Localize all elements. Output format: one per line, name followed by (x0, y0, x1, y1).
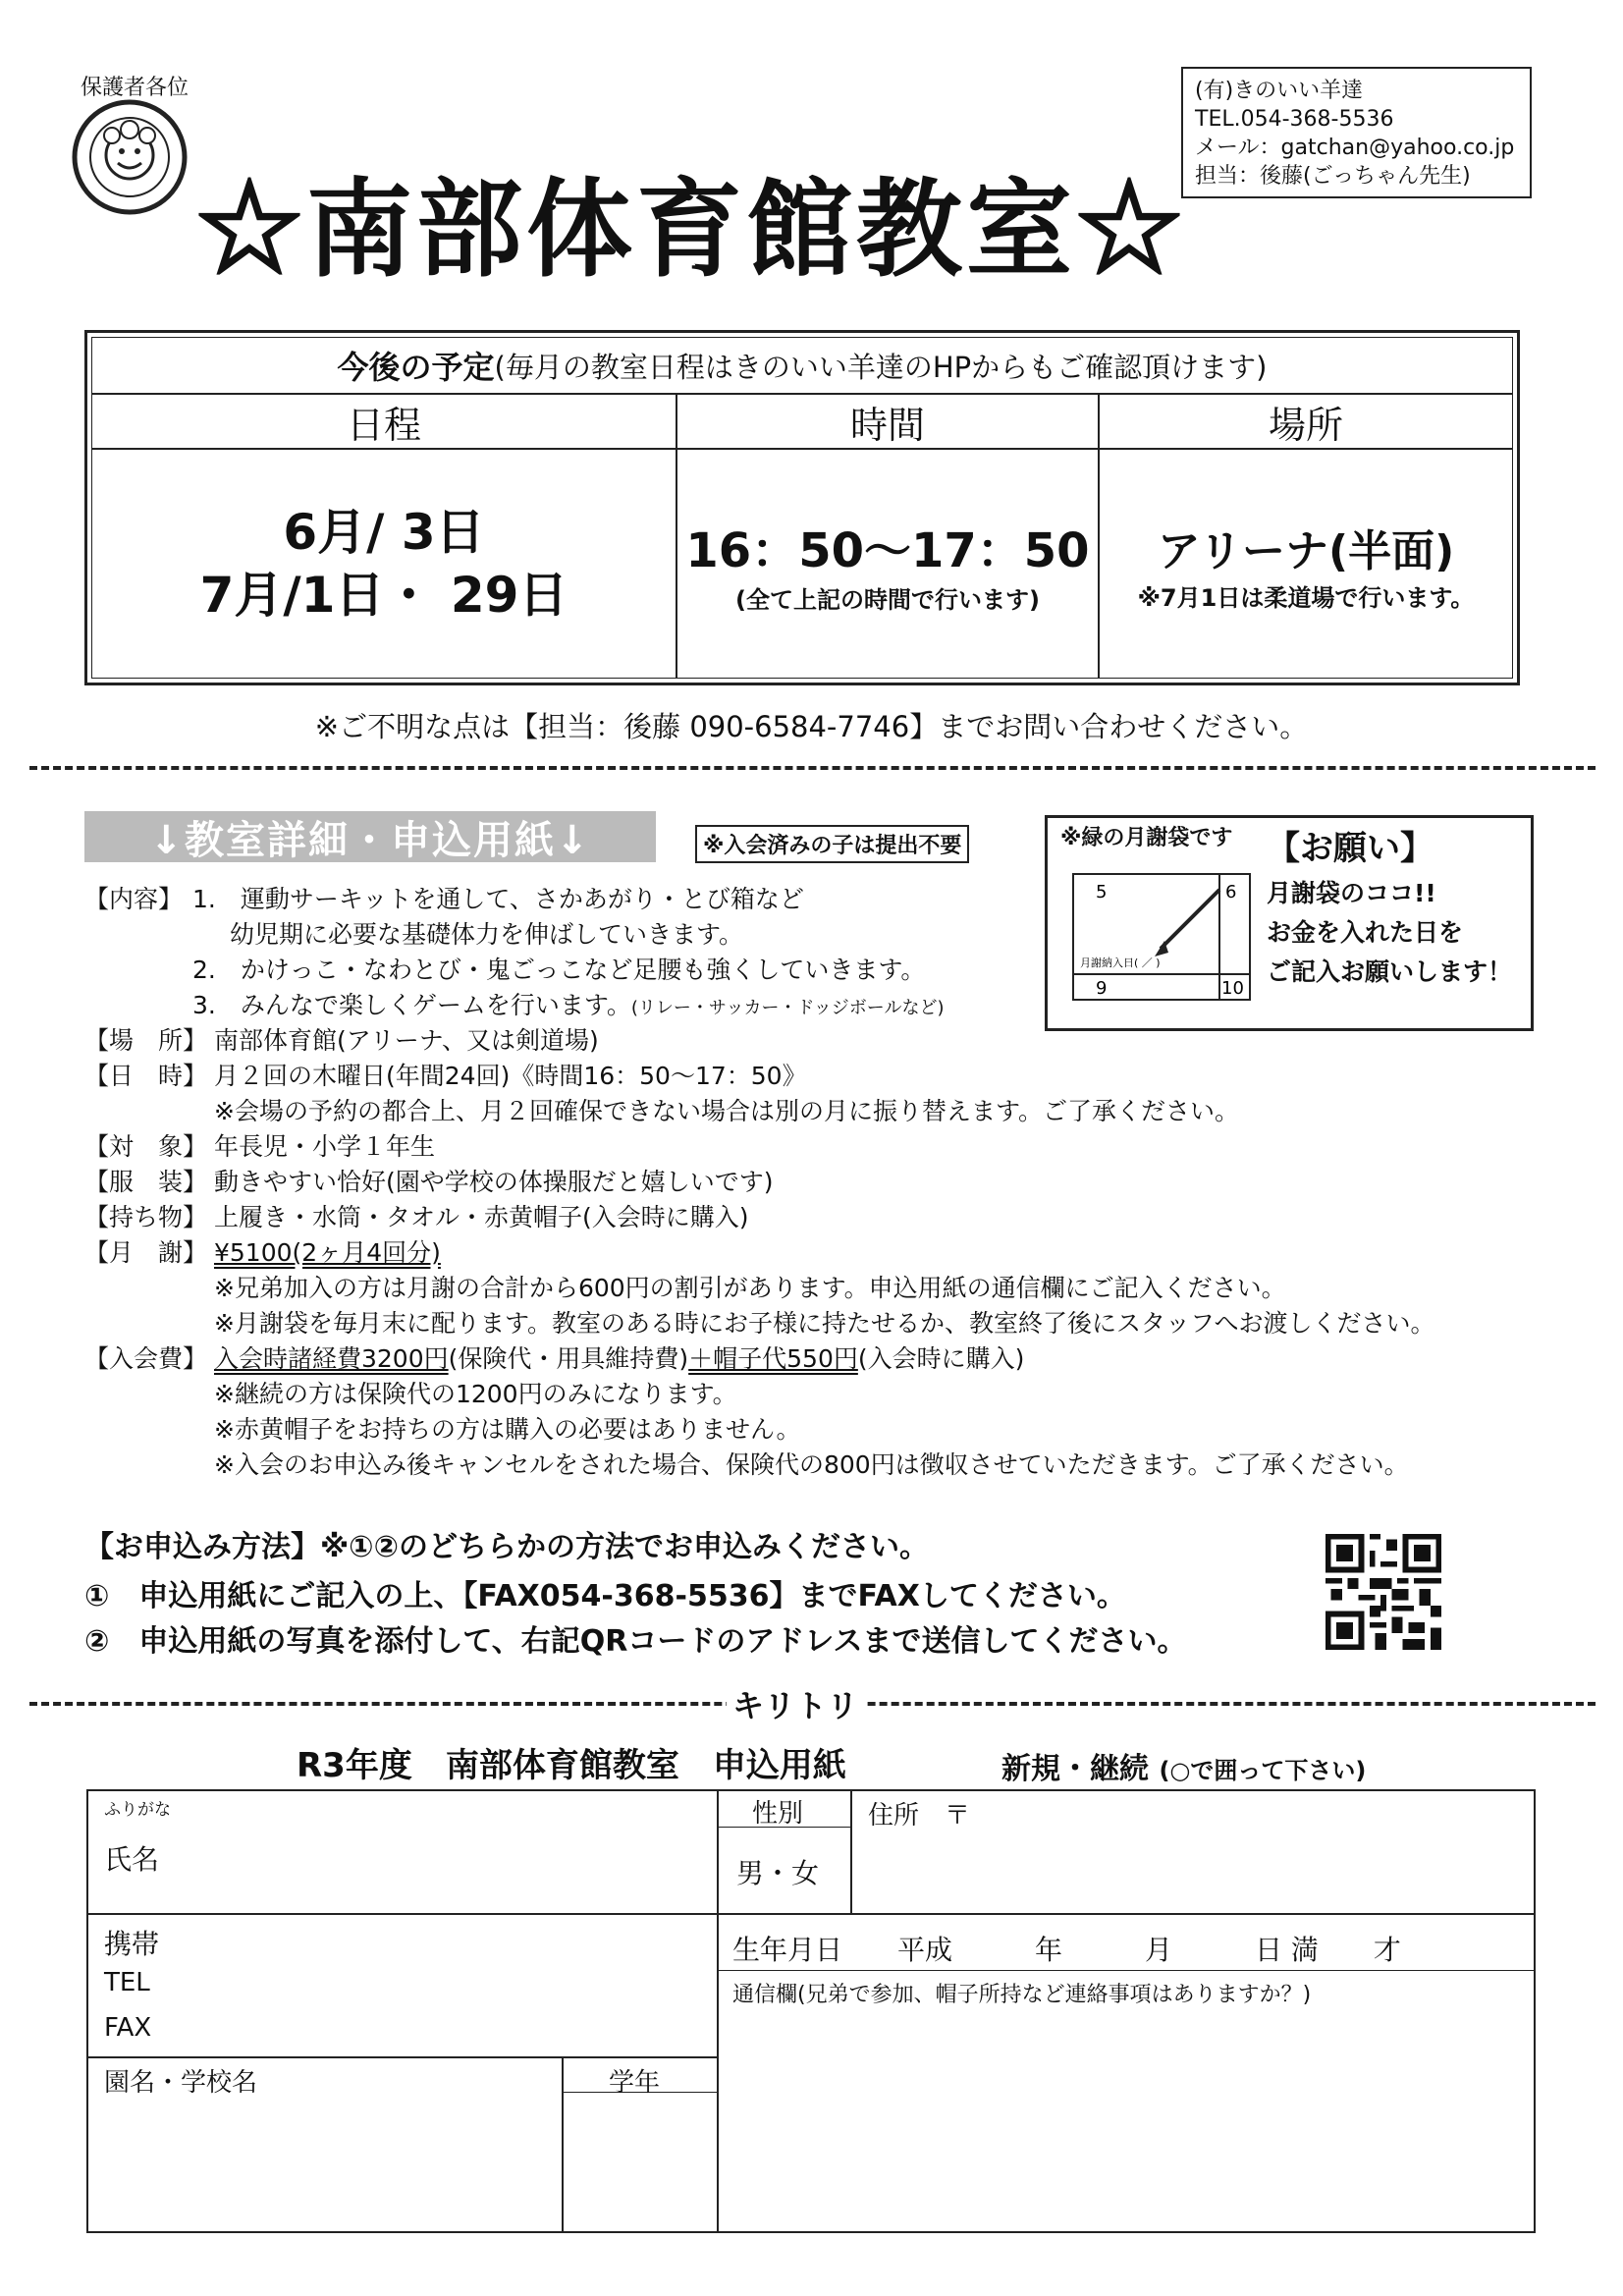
schedule-heading-note: (毎月の教室日程はきのいい羊達のHPからもご確認頂けます) (494, 350, 1268, 384)
name-label: 氏名 (104, 1843, 160, 1876)
entry-base: 入会時諸経費3200円 (214, 1344, 449, 1373)
fax-label: FAX (104, 2013, 152, 2043)
schedule-heading-bold: 今後の予定 (337, 349, 495, 386)
fee-envelope-illustration (1072, 864, 1251, 1002)
form-title: R3年度 南部体育館教室 申込用紙 (297, 1746, 846, 1785)
grid-6: 6 (1225, 882, 1237, 902)
school-field[interactable] (104, 2096, 556, 2223)
divider-dashed-1 (29, 766, 1596, 770)
contact-company: (有)きのいい羊達 (1195, 79, 1364, 103)
place-value: アリーナ(半面) (1157, 525, 1455, 576)
fee-note-1: ※兄弟加入の方は月謝の合計から600円の割引があります。申込用紙の通信欄にご記入ください。 (214, 1274, 1286, 1302)
entry-hat: ＋帽子代550円 (688, 1344, 858, 1373)
entry-detail (214, 1339, 1024, 1375)
datetime-label: 【日 時】 (84, 1062, 208, 1090)
clothes-detail: 動きやすい恰好(園や学校の体操服だと嬉しいです) (214, 1168, 774, 1196)
apply-title: 【お申込み方法】※①②のどちらかの方法でお申込みください。 (84, 1530, 929, 1564)
request-text (1267, 874, 1512, 992)
schedule-table (84, 330, 1520, 685)
grade-label: 学年 (609, 2068, 661, 2098)
name-field[interactable] (108, 1801, 697, 1909)
gender-label: 性別 (752, 1799, 804, 1829)
place-detail: 南部体育館(アリーナ、又は剣道場) (214, 1026, 599, 1055)
comments-label: 通信欄(兄弟で参加、帽子所持など連絡事項はありますか？) (732, 1983, 1312, 2007)
furigana-label: ふりがな (104, 1800, 171, 1820)
schedule-place (1099, 449, 1513, 679)
form-type (1001, 1744, 1366, 1787)
addressee: 保護者各位 (81, 76, 189, 100)
gender-options[interactable]: 男・女 (736, 1857, 820, 1889)
content-3-games: (リレー・サッカー・ドッジボールなど) (630, 998, 945, 1018)
address-label: 住所 〒 (868, 1801, 971, 1831)
clothes-label: 【服 装】 (84, 1168, 208, 1196)
apply-method-1: ① 申込用紙にご記入の上、【FAX054-368-5536】までFAXしてください。 (84, 1579, 1126, 1613)
birthday-field[interactable]: 生年月日 平成 年 月 日 満 才 (732, 1934, 1401, 1966)
phone-field[interactable] (196, 1923, 707, 2050)
content-3 (192, 986, 944, 1021)
schedule-heading (91, 337, 1513, 394)
place-note: ※7月1日は柔道場で行います。 (1137, 583, 1475, 612)
column-header-date: 日程 (91, 394, 676, 449)
request-line-2: お金を入れた日を (1267, 918, 1464, 947)
datetime-detail: 月２回の木曜日(年間24回)《時間16：50～17：50》 (214, 1062, 807, 1090)
target-label: 【対 象】 (84, 1132, 208, 1161)
content-1: 1. 運動サーキットを通して、さかあがり・とび箱など (192, 885, 804, 913)
dates-line-1: 6月/ 3日 (283, 504, 485, 561)
no-submit-note: ※入会済みの子は提出不要 (695, 825, 969, 863)
dates-line-2: 7月/1日・ 29日 (199, 567, 568, 624)
form-type-note: (○で囲って下さい) (1159, 1757, 1367, 1784)
details-banner: ↓教室詳細・申込用紙↓ (84, 811, 656, 862)
cut-label: キリトリ (727, 1681, 864, 1726)
fee-label: 【月 謝】 (84, 1238, 208, 1267)
inquiry-line: ※ご不明な点は【担当：後藤 090-6584-7746】までお問い合わせください。 (314, 710, 1309, 743)
target-detail: 年長児・小学１年生 (214, 1132, 436, 1161)
comments-field[interactable] (732, 2013, 1518, 2225)
grid-10: 10 (1221, 978, 1244, 999)
application-form (86, 1789, 1536, 2233)
qr-code-icon[interactable] (1325, 1534, 1441, 1650)
time-value: 16：50～17：50 (685, 523, 1090, 578)
entry-note-1: ※継続の方は保険代の1200円のみになります。 (214, 1380, 737, 1408)
fee-note-2: ※月謝袋を毎月末に配ります。教室のある時にお子様に持たせるか、教室終了後にスタッフへお渡しください。 (214, 1309, 1435, 1338)
address-field[interactable] (864, 1831, 1522, 1909)
request-caption: ※緑の月謝袋です (1060, 826, 1233, 850)
contact-person: 担当：後藤(ごっちゃん先生) (1195, 164, 1471, 189)
contact-mail: メール：gatchan@yahoo.co.jp (1195, 136, 1515, 160)
content-label: 【内容】 (84, 885, 184, 913)
grid-5: 5 (1096, 882, 1108, 902)
page-title: ☆南部体育館教室☆ (196, 168, 1187, 292)
entry-hat-note: (入会時に購入) (857, 1344, 1025, 1373)
contact-box (1181, 67, 1532, 198)
datetime-note: ※会場の予約の都合上、月２回確保できない場合は別の月に振り替えます。ご了承ください。 (214, 1097, 1239, 1125)
column-header-place: 場所 (1099, 394, 1513, 449)
items-detail: 上履き・水筒・タオル・赤黄帽子(入会時に購入) (214, 1203, 749, 1231)
school-label: 園名・学校名 (104, 2068, 258, 2098)
apply-method-2: ② 申込用紙の写真を添付して、右記QRコードのアドレスまで送信してください。 (84, 1624, 1187, 1659)
entry-base-note: (保険代・用具維持費) (448, 1344, 689, 1373)
content-1b: 幼児期に必要な基礎体力を伸ばしていきます。 (230, 920, 744, 949)
request-title: 【お願い】 (1267, 829, 1434, 868)
schedule-time (676, 449, 1099, 679)
fee-detail: ¥5100(2ヶ月4回分) (214, 1238, 441, 1267)
entry-note-2: ※赤黄帽子をお持ちの方は購入の必要はありません。 (214, 1415, 801, 1444)
tel-label: TEL (104, 1968, 150, 1997)
grid-9: 9 (1096, 978, 1108, 999)
column-header-time: 時間 (676, 394, 1099, 449)
items-label: 【持ち物】 (84, 1203, 208, 1231)
contact-tel: TEL.054-368-5536 (1195, 107, 1394, 132)
grid-label: 月謝納入日( ／ ) (1080, 957, 1161, 969)
mobile-label: 携帯 (104, 1928, 160, 1960)
request-line-3: ご記入お願いします！ (1267, 957, 1513, 986)
company-logo (71, 98, 189, 216)
request-line-1: 月謝袋のココ!! (1267, 879, 1436, 907)
schedule-dates (91, 449, 676, 679)
time-note: (全て上記の時間で行います) (735, 586, 1040, 614)
grade-field[interactable] (569, 2096, 711, 2223)
content-2: 2. かけっこ・なわとび・鬼ごっこなど足腰も強くしていきます。 (192, 956, 926, 984)
entry-label: 【入会費】 (84, 1344, 208, 1373)
content-3-text: 3. みんなで楽しくゲームを行います。 (192, 991, 631, 1019)
entry-note-3: ※入会のお申込み後キャンセルをされた場合、保険代の800円は徴収させていただきます。ご了承ください。 (214, 1450, 1409, 1479)
place-label: 【場 所】 (84, 1026, 208, 1055)
form-type-options[interactable]: 新規・継続 (1001, 1752, 1149, 1786)
